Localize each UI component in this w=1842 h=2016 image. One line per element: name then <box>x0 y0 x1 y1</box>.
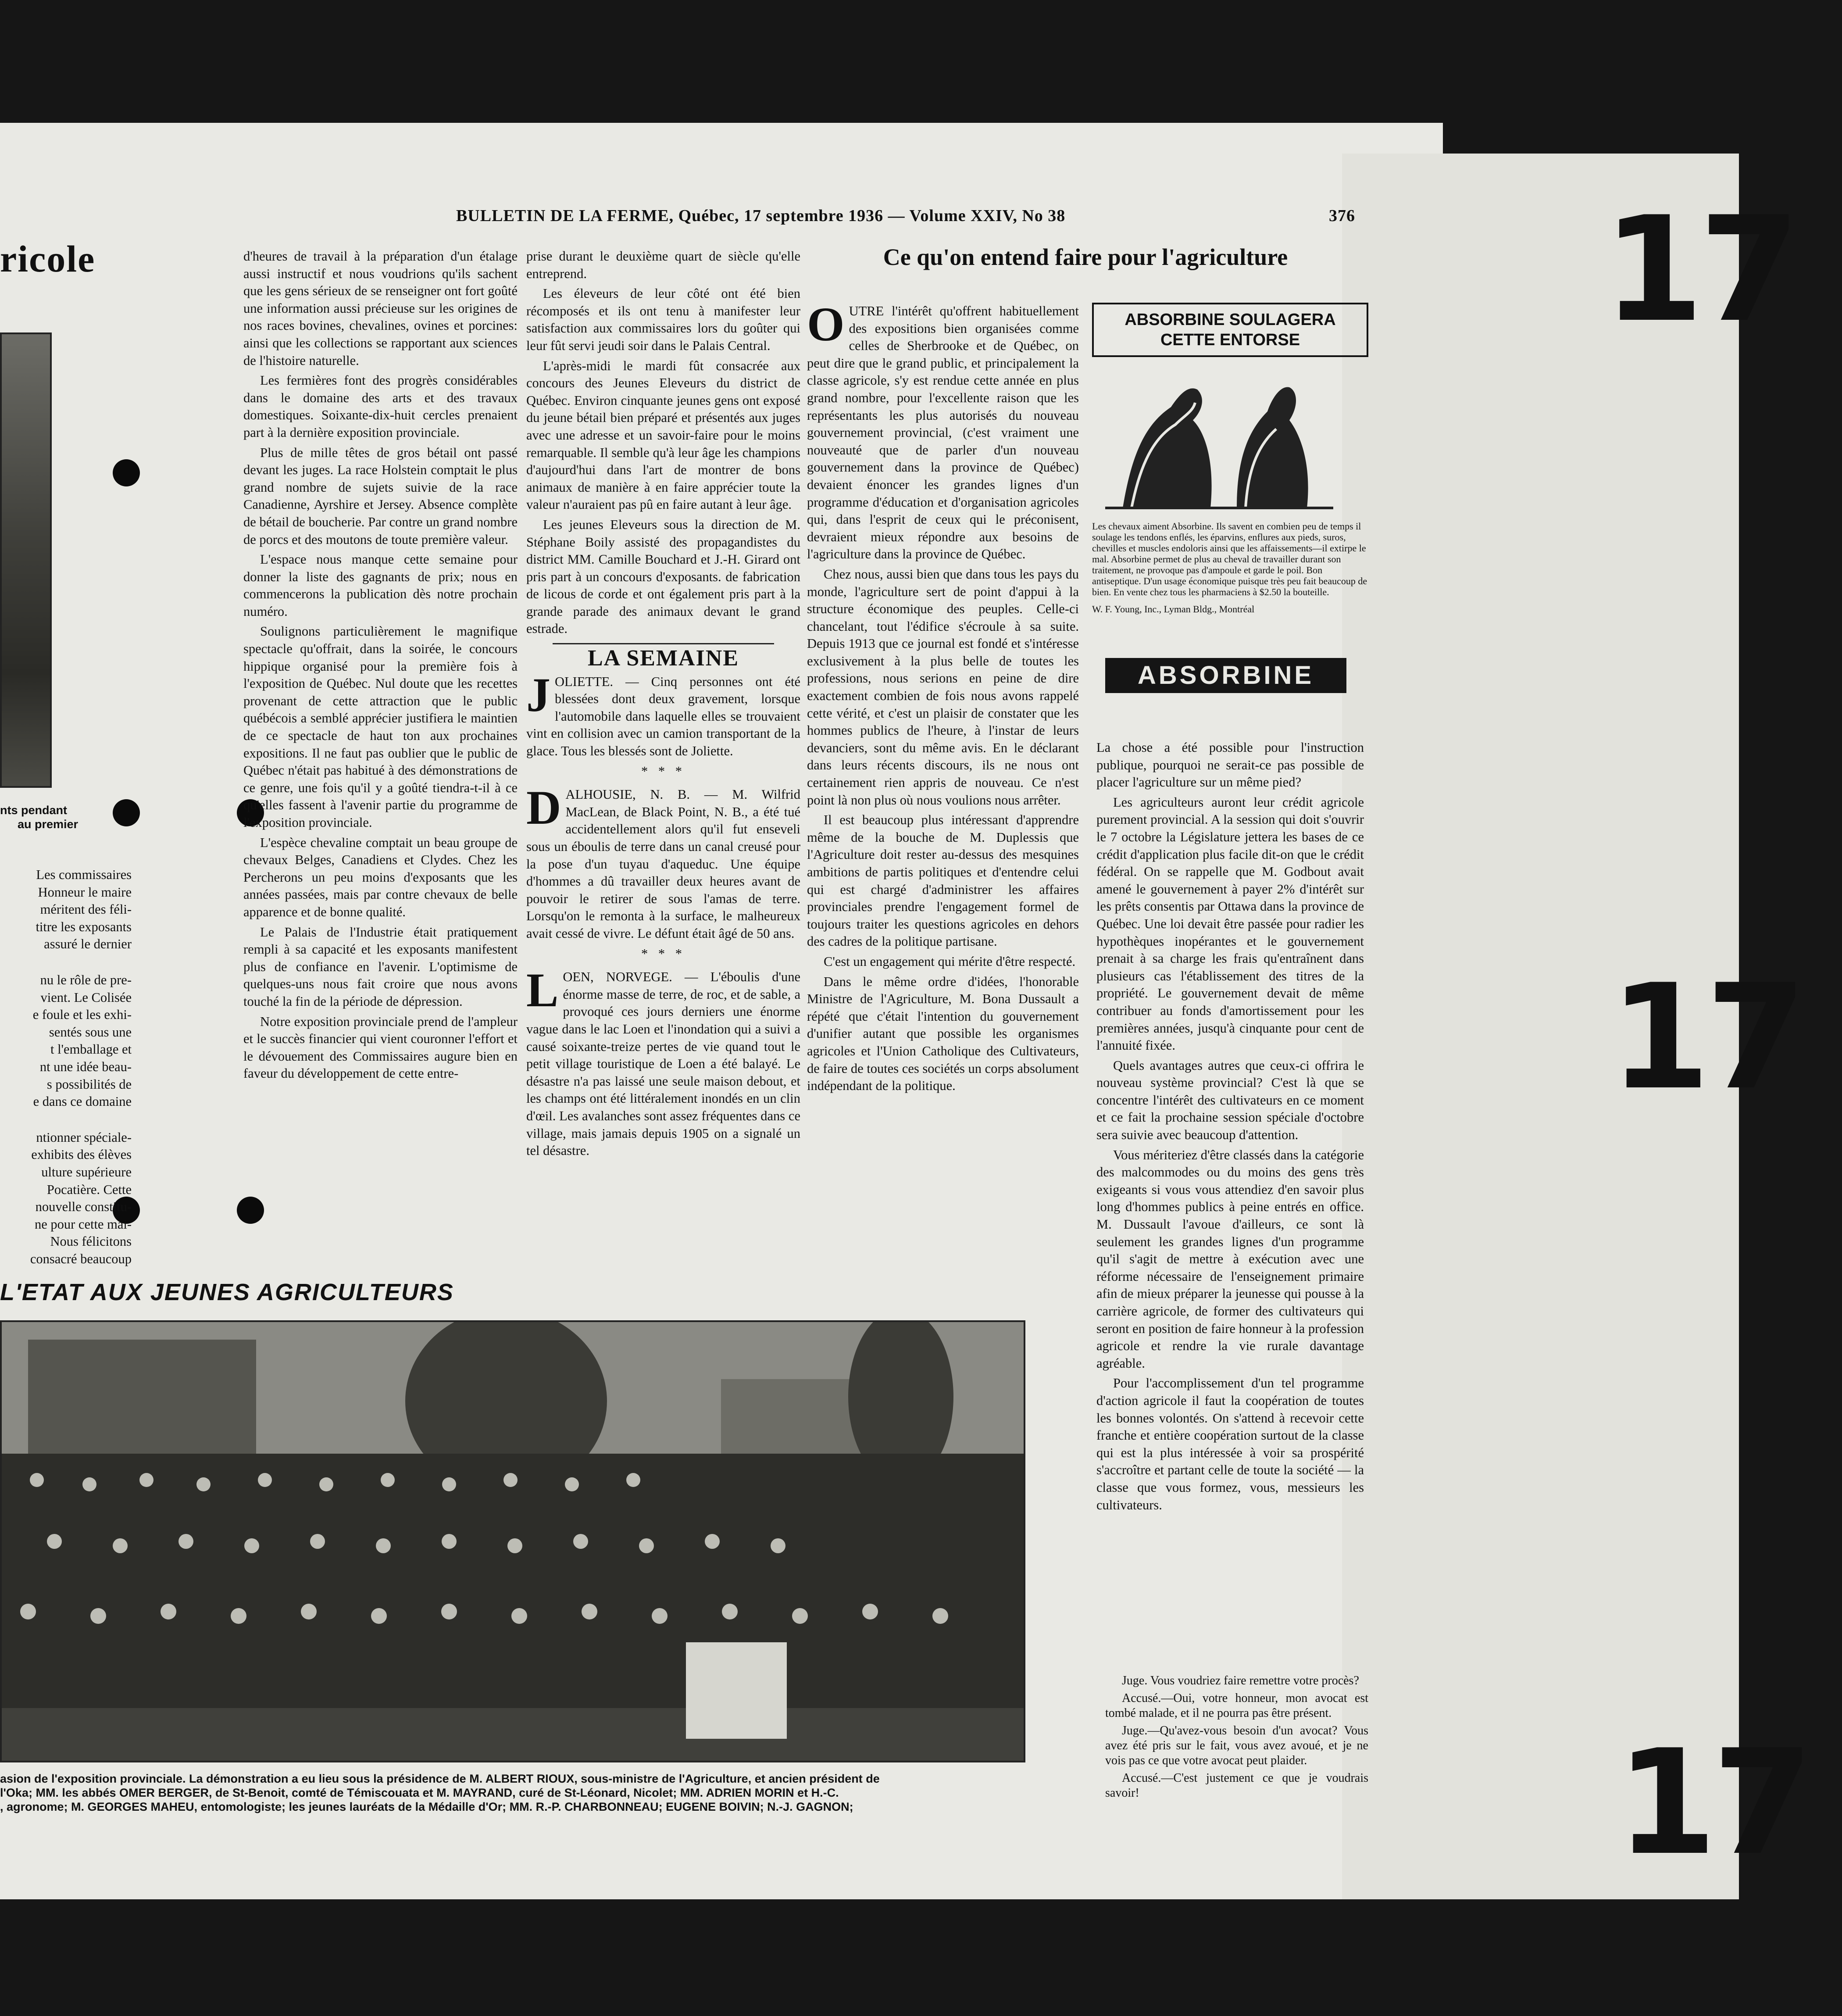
fragment-line: nt une idée beau- <box>39 1059 132 1074</box>
paragraph: La chose a été possible pour l'instruction publique, pourquoi ne serait-ce pas possible de placer l'agriculture sur un même pied? <box>1096 740 1364 790</box>
fragment-line: ne pour cette mai- <box>34 1216 132 1232</box>
paragraph: L'après-midi le mardi fût consacrée aux concours des Jeunes Eleveurs du district de Québec. Environ cinquante jeunes gens ont exposé du jeune bétail bien préparé et présentés aux juges avec une adresse et un savoir-faire pour le moins remarquable. Il semble qu'à leur âge les champions d'aujourd'hui dans l'art de montrer de bons animaux de manière à en faire apprécier toute la valeur n'auraient pas pû en faire autant à leur âge. <box>526 358 800 512</box>
group-photo <box>0 1320 1025 1762</box>
section-title-la-semaine: LA SEMAINE <box>587 646 739 671</box>
paragraph: Les agriculteurs auront leur crédit agricole purement provincial. A la session qui doit s'ouvrir le 7 octobre la Législature jettera les bases de ce crédit d'application plus facile dit-on que le crédit fédéral. On se rappelle que M. Godbout avait amené le gouvernement à payer 2% d'intérêt sur les prêts consentis par Ottawa dans la province de Québec. Une loi devait être passée pour radier les hypothèques inopérantes et le gouvernement prenait à sa charge les frais qu'entraînent dans plusieurs cas l'établissement des titres de la propriété. Le gouvernement devait de même contribuer au fonds d'amortissement pour les premières années, jusqu'à cinquante pour cent de l'annuité fixée. <box>1096 794 1364 1053</box>
joke-column <box>1105 1673 1368 1803</box>
paragraph: Vous mériteriez d'être classés dans la catégorie des malcommodes ou du moins des gens très exigeants si vous vous attendiez d'en savoir plus long d'hommes publics à peine entrés en office. M. Dussault l'avoue d'ailleurs, ce sont là seulement les grandes lignes d'un programme qu'il s'agit de mettre à exécution avec une réforme nécessaire de l'enseignement primaire afin de mieux préparer la jeunesse qui pousse à la carrière agricole, de former des cultivateurs qui seront en position de faire honneur à la profession agricole et rendre la vie rurale davantage agréable. <box>1096 1147 1364 1371</box>
drop-cap: O <box>807 297 845 351</box>
paragraph: Pour l'accomplissement d'un tel programme d'action agricole il faut la coopération de toutes les bonnes volontés. On s'attend à recevoir cette franche et entière coopération surtout de la classe qui est la plus intéressée à voir sa prospérité s'accroître et partant celle de toute la société — la classe que vous formez, vous, messieurs les cultivateurs. <box>1096 1376 1364 1512</box>
punch-hole <box>113 799 140 826</box>
fragment-line: ulture supérieure <box>41 1164 132 1180</box>
absorbine-logo: ABSORBINE <box>1105 658 1346 693</box>
photo-banner-title: L'ETAT AUX JEUNES AGRICULTEURS <box>0 1279 454 1305</box>
paragraph: Le Palais de l'Industrie était pratiquement rempli à sa capacité et les exposants manifestent plus de confiance en l'avenir. L'optimisme de quelques-uns nous fait croire que nous avons touché la fin de la période de dépression. <box>243 924 518 1009</box>
fragment-line: s possibilités de <box>46 1076 132 1092</box>
punch-hole <box>237 1197 264 1224</box>
fragment-line: t l'emballage et <box>50 1042 132 1057</box>
ad-headline-line-1: ABSORBINE SOULAGERA <box>1124 311 1336 329</box>
fragment-line: nouvelle constitu- <box>35 1199 132 1215</box>
paragraph: Chez nous, aussi bien que dans tous les pays du monde, l'agriculture sert de point d'appui à la structure économique des peuples. Celle-ci chancelant, tout l'édifice s'écroule à sa suite. Depuis 1913 que ce journal est fondé et s'intéresse exclusivement à la plus belle de toutes les professions, nous serions en peine de dire exactement combien de fois nous avons rappelé cette vérité, et c'est un plaisir de constater que les hommes publics de l'heure, à l'instar de leurs devanciers, sont du même avis. En le déclarant dans leurs récents discours, ils ne nous ont certainement rien appris de nouveau. Ce n'est point là non plus où nous voulions nous arrêter. <box>807 566 1079 808</box>
paragraph: Accusé.—Oui, votre honneur, mon avocat est tombé malade, et il ne pourra pas être présent. <box>1105 1691 1368 1720</box>
fragment-line: exhibits des élèves <box>31 1147 132 1162</box>
paragraph: d'heures de travail à la préparation d'un étalage aussi instructif et nous voudrions qu'ils sachent que les gens sérieux de se renseigner ont fort goûté une information aussi précieuse sur les origines de nos races bovines, chevalines, ovines et porcines: ainsi que les collections se rapportant aux sciences de l'histoire naturelle. <box>243 249 518 368</box>
paragraph: Juge. Vous voudriez faire remettre votre procès? <box>1122 1674 1359 1687</box>
news-item <box>526 963 800 1160</box>
paragraph: Soulignons particulièrement le magnifique spectacle qu'offrait, dans la soirée, le concours hippique organisé pour la première fois à l'exposition de Québec. Nul doute que les recettes provenant de cette attraction que le public québécois a semblé apprécier justifiera le maintien de ce spectacle de haut ton aux prochaines expositions. Il ne faut pas oublier que le public de Québec n'était pas habitué à des démonstrations de ce genre, une fois qu'il y a goûté tiendra-t-il à ce qu'elles fassent à l'avenir partie du programme de l'exposition provinciale. <box>243 624 518 830</box>
fragment-line: assuré le dernier <box>44 937 132 952</box>
fragment-line: Honneur le maire <box>38 884 132 900</box>
ad-headline <box>1092 303 1368 357</box>
news-separator: * * * <box>641 763 685 779</box>
paragraph: prise durant le deuxième quart de siècle qu'elle entreprend. <box>526 249 800 281</box>
fragment-line: e dans ce domaine <box>33 1094 132 1109</box>
photo-caption-line-3: , agronome; M. GEORGES MAHEU, entomologiste; les jeunes lauréats de la Médaille d'Or; MM. R.-P. CHARBONNEAU; EUGENE BOIVIN; N.-J. GAGNON; <box>0 1800 853 1813</box>
group-photo-image <box>2 1322 1024 1761</box>
news-text: OEN, NORVEGE. — L'éboulis d'une énorme masse de terre, de roc, et de sable, a provoqué ces jours derniers une énorme vague dans le lac Loen et l'inondation qui a suivi a causé soixante-treize pertes de vie quand tout le petit village touristique de Loen a été balayé. Le désastre n'a pas laissé une seule maison debout, et les champs ont été littéralement inondés en un clin d'œil. Les avalanches sont assez fréquentes dans ce village, mais jamais depuis 1905 on a signalé un tel désastre. <box>526 969 800 1158</box>
news-separator: * * * <box>641 946 685 961</box>
fragment-line: consacré beaucoup <box>30 1251 132 1266</box>
paragraph: Plus de mille têtes de gros bétail ont passé devant les juges. La race Holstein comptait le plus grand nombre de sujets suivie de la race Canadienne, Ayrshire et Jersey. Absence complète de bétail de boucherie. Par contre un grand nombre de porcs et des moutons de toute première valeur. <box>243 445 518 547</box>
drop-cap: J <box>526 668 550 722</box>
fragment-line: titre les exposants <box>36 919 132 934</box>
fragment-line: sentés sous une <box>49 1024 132 1040</box>
paragraph: Dans le même ordre d'idées, l'honorable Ministre de l'Agriculture, M. Bona Dussault a répété que c'était l'intention du gouvernement d'unifier autant que possible les organismes agricoles et l'Union Catholique des Cultivateurs, de faire de toutes ces sociétés un corps absolument indépendant de la politique. <box>807 974 1079 1094</box>
left-caption-line: au premier <box>18 818 79 831</box>
paragraph: L'espèce chevaline comptait un beau groupe de chevaux Belges, Canadiens et Clydes. Chez les Percherons un peu moins d'exposants que les années passées, mais par contre chevaux de belle apparence et de bonne qualité. <box>243 835 518 919</box>
main-article-title: Ce qu'on entend faire pour l'agriculture <box>883 244 1288 270</box>
left-fragment-column <box>0 866 132 1268</box>
paragraph <box>807 297 1079 563</box>
frame-number-top: 17 <box>1603 186 1796 354</box>
article-column-1 <box>243 248 518 1085</box>
frame-number-middle: 17 <box>1610 953 1803 1122</box>
ad-signature: W. F. Young, Inc., Lyman Bldg., Montréal <box>1092 604 1255 615</box>
paragraph: Notre exposition provinciale prend de l'ampleur et le succès financier qui vient couronner l'effort et le dévouement des Commissaires augure bien en faveur du développement de cette entre- <box>243 1014 518 1081</box>
ad-headline-line-2: CETTE ENTORSE <box>1160 331 1300 349</box>
ad-body-text: Les chevaux aiment Absorbine. Ils savent en combien peu de temps il soulage les tendons enflés, les éparvins, enflures aux pieds, suros, chevilles et muscles endoloris ainsi que les affaissements—il extirpe le mal. Absorbine permet de plus au cheval de travailler durant son traitement, ne provoque pas d'ampoule et garde le poil. Bon antiseptique. D'un usage économique puisque très peu fait beaucoup de bien. En vente chez tous les pharmaciens à $2.50 la bouteille. <box>1092 521 1367 597</box>
horses-illustration <box>1105 368 1333 512</box>
paragraph: Quels avantages autres que ceux-ci offrira le nouveau système provincial? C'est là que se concentre l'intérêt des cultivateurs en ce moment et ce fait la prochaine session spéciale d'octobre sera suivie avec beaucoup d'attention. <box>1096 1058 1364 1143</box>
news-item <box>526 668 800 760</box>
article-column-2 <box>526 248 800 1162</box>
paragraph: Les éleveurs de leur côté ont été bien récomposés et ils ont tenu à manifester leur satisfaction aux commissaires lors du goûter qui leur fût servi jeudi soir dans le Palais Central. <box>526 286 800 353</box>
frame-number-bottom: 17 <box>1616 1719 1809 1887</box>
news-item <box>526 781 800 942</box>
news-text: ALHOUSIE, N. B. — M. Wilfrid MacLean, de Black Point, N. B., a été tué accidentellement alors qu'il fut enseveli sous un éboulis de terre dans un canal creusé pour la pose d'un tuyau d'aqueduc. Une équipe d'hommes a dû travailler deux heures avant de pouvoir le retirer de sous l'amas de terre. Lorsqu'on le remonta à la surface, le malheureux avait cessé de vivre. Le défunt était âgé de 50 ans. <box>526 787 800 941</box>
fragment-line: e foule et les exhi- <box>32 1007 132 1022</box>
page-number: 376 <box>1329 207 1355 225</box>
column-divider <box>553 643 774 644</box>
article-column-3 <box>807 297 1079 1097</box>
paragraph: Les jeunes Eleveurs sous la direction de M. Stéphane Boily assisté des propagandistes du district MM. Camille Bouchard et J.-H. Girard ont pris part à un concours d'exposants. de fabrication de licous de corde et ont également pris part à la grande parade des animaux devant le grand estrade. <box>526 517 800 636</box>
left-fragment-title: ricole <box>0 238 96 280</box>
drop-cap: L <box>526 963 559 1017</box>
paragraph-text: UTRE l'intérêt qu'offrent habituellement des expositions bien organisées comme celles de Sherbrooke et de Québec, on peut dire que le grand public, et principalement la classe agricole, s'y est rendue cette année en plus grand nombre, pour l'excellente raison que les représentants les plus autorisés du nouveau gouvernement provincial, (c'est vraiment une nouveauté que de parler d'un nouveau gouvernement dans la province de Québec) devaient énoncer les grandes lignes d'un programme d'éducation et d'organisation agricoles qui, dans l'esprit de ceux qui le préconisent, devraient mieux répondre aux besoins de l'agriculture dans la province de Québec. <box>807 304 1079 562</box>
left-caption-line: nts pendant <box>0 804 67 817</box>
drop-cap: D <box>526 781 561 835</box>
masthead-text: BULLETIN DE LA FERME, Québec, 17 septembre 1936 — Volume XXIV, No 38 <box>456 207 1066 225</box>
paragraph: Il est beaucoup plus intéressant d'apprendre même de la bouche de M. Duplessis que l'Agriculture doit rester au-dessus des mesquines ambitions de partis politiques et d'entendre celui qui est chargé d'administrer les affaires provinciales prendre l'engagement formel de toujours traiter les questions agricoles en dehors des cadres de la politique partisane. <box>807 812 1079 949</box>
fragment-line: nu le rôle de pre- <box>40 972 132 987</box>
article-column-4 <box>1096 739 1364 1516</box>
fragment-line: méritent des féli- <box>40 902 132 917</box>
paragraph: Juge.—Qu'avez-vous besoin d'un avocat? Vous avez été pris sur le fait, vous avez avoué, et je ne vois pas ce que votre avocat peut plaider. <box>1105 1724 1368 1767</box>
punch-hole <box>113 459 140 486</box>
left-photo <box>0 332 52 788</box>
fragment-line: Pocatière. Cette <box>46 1182 132 1197</box>
fragment-line: ntionner spéciale- <box>36 1130 132 1145</box>
paragraph: Les fermières font des progrès considérables dans le domaine des arts et des travaux domestiques. Soixante-dix-huit cercles prenaient part à la dernière exposition provinciale. <box>243 373 518 440</box>
paragraph: L'espace nous manque cette semaine pour donner la liste des gagnants de prix; nous en commencerons la publication dès notre prochain numéro. <box>243 552 518 619</box>
paragraph: Accusé.—C'est justement ce que je voudrais savoir! <box>1105 1771 1368 1800</box>
fragment-line: vient. Le Colisée <box>40 990 132 1005</box>
photo-caption-line-1: asion de l'exposition provinciale. La démonstration a eu lieu sous la présidence de M. ALBERT RIOUX, sous-ministre de l'Agriculture, et ancien président de <box>0 1772 880 1785</box>
photo-caption-line-2: l'Oka; MM. les abbés OMER BERGER, de St-Benoit, comté de Témiscouata et M. MAYRAND, curé de St-Léonard, Nicolet; MM. ADRIEN MORIN et H.-C. <box>0 1786 839 1799</box>
fragment-line: Les commissaires <box>36 867 132 882</box>
fragment-line: Nous félicitons <box>50 1234 132 1249</box>
masthead <box>456 206 1355 225</box>
news-text: OLIETTE. — Cinq personnes ont été blessées dont deux gravement, lorsque l'automobile dans laquelle elles se trouvaient vint en collision avec un camion transportant de la glace. Tous les blessés sont de Joliette. <box>526 674 800 759</box>
paragraph: C'est un engagement qui mérite d'être respecté. <box>824 954 1076 969</box>
